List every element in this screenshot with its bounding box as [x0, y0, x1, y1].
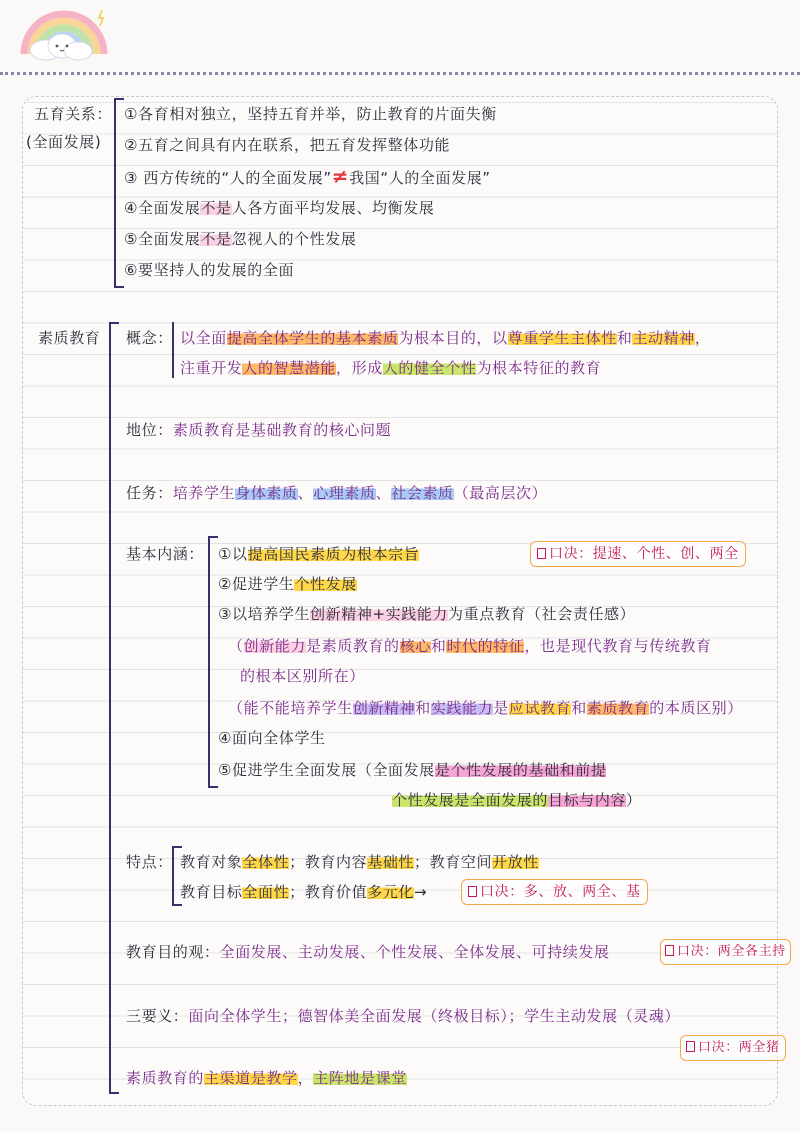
suzhi-bracket-bottom	[109, 1092, 119, 1094]
suzhi-title: 素质教育	[38, 329, 101, 347]
features-mnemonic: 口决：多、放、两全、基	[461, 879, 648, 905]
three-mnemonic: 口决：两全猪	[680, 1035, 786, 1061]
connotation-item-3: ③以培养学生创新精神+实践能力为重点教育（社会责任感）	[218, 605, 636, 623]
checkbox-icon	[468, 886, 477, 897]
suzhi-bracket-top	[109, 322, 119, 324]
connotation-note-1: （创新能力是素质教育的核心和时代的特征，也是现代教育与传统教育	[228, 637, 712, 655]
connotation-item-1: ①以提高国民素质为根本宗旨	[218, 545, 420, 563]
checkbox-icon	[686, 1041, 695, 1052]
wuyu-item-6: ⑥要坚持人的发展的全面	[124, 261, 295, 279]
task-row: 任务：培养学生身体素质、心理素质、社会素质（最高层次）	[126, 484, 548, 502]
page-header	[0, 0, 800, 80]
goals-mnemonic: 口决：两全各主持	[660, 939, 791, 965]
concept-label: 概念：	[126, 329, 173, 347]
features-label: 特点：	[126, 853, 173, 871]
concept-bracket	[172, 322, 174, 378]
wuyu-label: 五育关系：	[34, 105, 113, 123]
concept-line-1: 以全面提高全体学生的基本素质为根本目的，以尊重学生主体性和主动精神，	[180, 329, 711, 347]
channel-row: 素质教育的主渠道是教学，主阵地是课堂	[126, 1069, 407, 1087]
connotation-mnemonic: 口决：提速、个性、创、两全	[530, 541, 746, 567]
wuyu-sublabel: (全面发展)	[26, 133, 102, 151]
wuyu-bracket	[114, 98, 124, 288]
connotation-item-2: ②促进学生个性发展	[218, 575, 357, 593]
wuyu-item-3: ③ 西方传统的“人的全面发展”≠我国“人的全面发展”	[124, 164, 491, 188]
goals-row: 教育目的观：全面发展、主动发展、个性发展、全体发展、可持续发展	[126, 943, 610, 961]
concept-line-2: 注重开发人的智慧潜能，形成人的健全个性为根本特征的教育	[180, 359, 602, 377]
connotation-item-5b: 个性发展是全面发展的目标与内容）	[392, 791, 642, 809]
wuyu-item-4: ④全面发展不是人各方面平均发展、均衡发展	[124, 199, 435, 217]
wuyu-item-1: ①各育相对独立，坚持五育并举，防止教育的片面失衡	[124, 105, 497, 123]
three-row: 三要义：面向全体学生；德智体美全面发展（终极目标）；学生主动发展（灵魂）	[126, 1007, 681, 1025]
connotation-note-2: （能不能培养学生创新精神和实践能力是应试教育和素质教育的本质区别）	[228, 699, 743, 717]
dotted-divider	[0, 72, 800, 75]
not-equal-icon: ≠	[331, 164, 350, 188]
connotation-item-5: ⑤促进学生全面发展（全面发展是个性发展的基础和前提	[218, 761, 607, 779]
connotation-bracket	[208, 536, 218, 788]
connotation-item-4: ④面向全体学生	[218, 729, 326, 747]
suzhi-main-bracket	[109, 322, 111, 1094]
wuyu-item-2: ②五育之间具有内在联系，把五育发挥整体功能	[124, 136, 451, 154]
connotation-label: 基本内涵：	[126, 545, 205, 563]
checkbox-icon	[665, 945, 674, 956]
checkbox-icon	[537, 548, 546, 559]
features-line-2: 教育目标全面性；教育价值多元化→	[180, 883, 428, 901]
wuyu-item-5: ⑤全面发展不是忽视人的个性发展	[124, 230, 357, 248]
status-row: 地位：素质教育是基础教育的核心问题	[126, 421, 392, 439]
features-line-1: 教育对象全体性；教育内容基础性；教育空间开放性	[180, 853, 539, 871]
rainbow-cloud-icon	[16, 6, 112, 64]
connotation-note-1b: 的根本区别所在）	[240, 667, 365, 685]
